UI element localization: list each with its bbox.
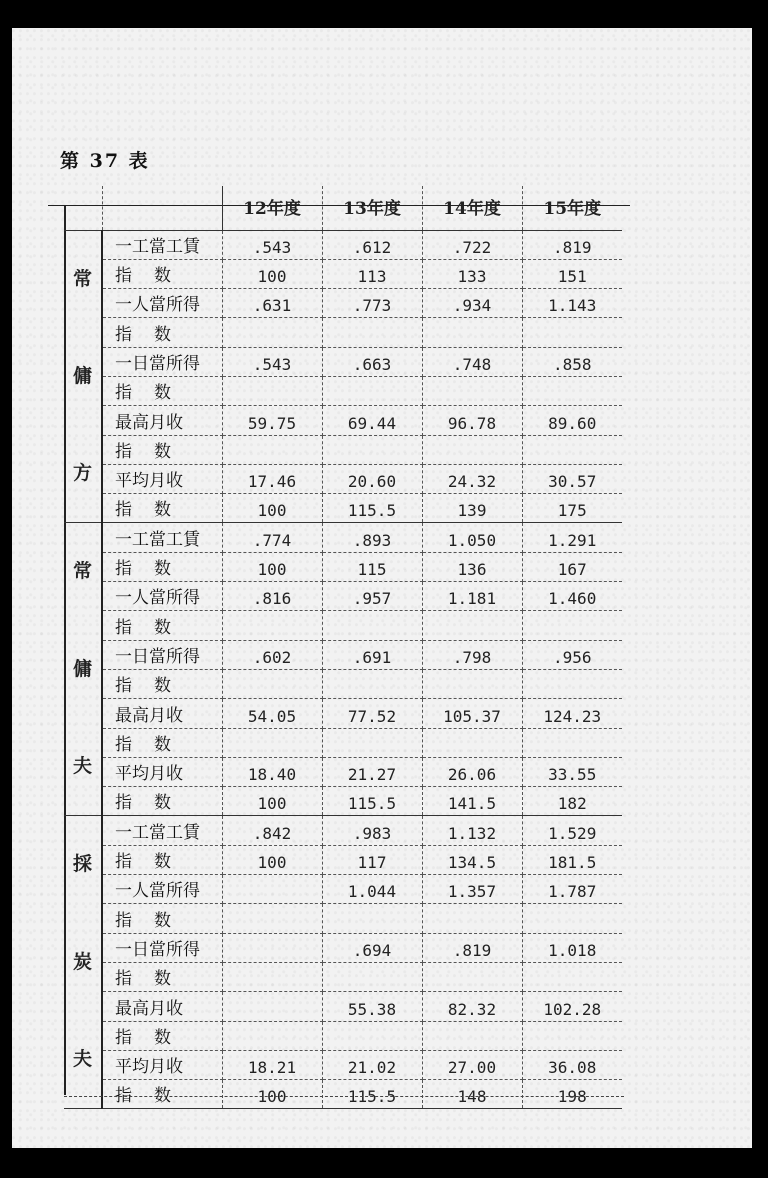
table-row <box>64 1050 622 1079</box>
header-blank-cell <box>102 186 222 230</box>
value-cell: 77.52 <box>322 699 422 728</box>
value-cell: 117 <box>322 845 422 874</box>
group-name-char: 採 <box>72 853 92 876</box>
value-cell: .543 <box>222 347 322 376</box>
group-name-char: 常 <box>72 560 92 583</box>
metric-row-label: 一日當所得 <box>102 933 222 962</box>
index-row-label: 指数 <box>102 1021 222 1050</box>
value-cell <box>222 728 322 757</box>
value-cell: .773 <box>322 289 422 318</box>
table-row <box>64 406 622 435</box>
value-cell: .748 <box>422 347 522 376</box>
value-cell <box>222 435 322 464</box>
value-cell <box>222 376 322 405</box>
value-cell: .957 <box>322 582 422 611</box>
metric-row-label: 一人當所得 <box>102 582 222 611</box>
value-cell: 26.06 <box>422 757 522 786</box>
value-cell <box>222 875 322 904</box>
value-cell: 167 <box>522 552 622 581</box>
column-header: 14年度 <box>422 186 522 230</box>
value-cell: .956 <box>522 640 622 669</box>
table-row <box>64 669 622 698</box>
value-cell <box>322 318 422 347</box>
index-row-label: 指数 <box>102 1080 222 1109</box>
metric-row-label: 平均月收 <box>102 464 222 493</box>
value-cell <box>422 904 522 933</box>
value-cell: .819 <box>422 933 522 962</box>
value-cell: .842 <box>222 816 322 845</box>
metric-row-label: 一工當工賃 <box>102 523 222 552</box>
table-row <box>64 1080 622 1109</box>
value-cell: 18.21 <box>222 1050 322 1079</box>
value-cell <box>522 669 622 698</box>
header-blank-cell <box>64 186 102 230</box>
value-cell: 69.44 <box>322 406 422 435</box>
metric-row-label: 平均月收 <box>102 757 222 786</box>
group-name-char: 傭 <box>72 657 92 680</box>
table-row <box>64 845 622 874</box>
index-row-label: 指数 <box>102 435 222 464</box>
value-cell <box>222 669 322 698</box>
table-row <box>64 230 622 259</box>
group-name-char: 夫 <box>72 1048 92 1071</box>
index-row-label: 指数 <box>102 318 222 347</box>
table-row <box>64 1021 622 1050</box>
value-cell: 1.044 <box>322 875 422 904</box>
value-cell <box>522 376 622 405</box>
value-cell: 124.23 <box>522 699 622 728</box>
value-cell <box>222 933 322 962</box>
table-row <box>64 552 622 581</box>
value-cell: 24.32 <box>422 464 522 493</box>
value-cell <box>422 669 522 698</box>
value-cell <box>322 728 422 757</box>
value-cell: 181.5 <box>522 845 622 874</box>
value-cell <box>422 318 522 347</box>
index-row-label: 指数 <box>102 787 222 816</box>
value-cell <box>322 435 422 464</box>
value-cell <box>522 728 622 757</box>
metric-row-label: 一日當所得 <box>102 347 222 376</box>
value-cell: 100 <box>222 1080 322 1109</box>
table-row <box>64 816 622 845</box>
value-cell: 105.37 <box>422 699 522 728</box>
table-row <box>64 435 622 464</box>
table-row <box>64 933 622 962</box>
value-cell: 102.28 <box>522 992 622 1021</box>
value-cell: 100 <box>222 259 322 288</box>
value-cell: 151 <box>522 259 622 288</box>
group-name-cell <box>64 523 102 816</box>
value-cell: 1.787 <box>522 875 622 904</box>
value-cell: 1.050 <box>422 523 522 552</box>
column-header: 12年度 <box>222 186 322 230</box>
table-row <box>64 582 622 611</box>
value-cell: 1.132 <box>422 816 522 845</box>
table-row <box>64 992 622 1021</box>
metric-row-label: 一人當所得 <box>102 875 222 904</box>
value-cell: 100 <box>222 845 322 874</box>
index-row-label: 指数 <box>102 494 222 523</box>
group-name-cell <box>64 816 102 1109</box>
value-cell: .774 <box>222 523 322 552</box>
table-row <box>64 787 622 816</box>
value-cell: 198 <box>522 1080 622 1109</box>
group-name-char: 傭 <box>72 364 92 387</box>
value-cell: 21.02 <box>322 1050 422 1079</box>
table-row <box>64 904 622 933</box>
value-cell: .893 <box>322 523 422 552</box>
index-row-label: 指数 <box>102 376 222 405</box>
value-cell <box>322 904 422 933</box>
value-cell: 136 <box>422 552 522 581</box>
table-row <box>64 347 622 376</box>
index-row-label: 指数 <box>102 962 222 991</box>
value-cell: .663 <box>322 347 422 376</box>
value-cell <box>322 611 422 640</box>
value-cell: 1.460 <box>522 582 622 611</box>
index-row-label: 指数 <box>102 611 222 640</box>
value-cell: 115.5 <box>322 787 422 816</box>
value-cell <box>522 962 622 991</box>
metric-row-label: 最高月收 <box>102 406 222 435</box>
value-cell: 59.75 <box>222 406 322 435</box>
value-cell <box>422 376 522 405</box>
group-name-cell <box>64 230 102 523</box>
value-cell: 36.08 <box>522 1050 622 1079</box>
value-cell: .602 <box>222 640 322 669</box>
group-name-char: 常 <box>72 267 92 290</box>
value-cell <box>522 611 622 640</box>
value-cell: 1.291 <box>522 523 622 552</box>
value-cell: 33.55 <box>522 757 622 786</box>
value-cell: .631 <box>222 289 322 318</box>
value-cell <box>222 904 322 933</box>
table-row <box>64 875 622 904</box>
value-cell: .694 <box>322 933 422 962</box>
value-cell <box>322 962 422 991</box>
index-row-label: 指数 <box>102 845 222 874</box>
value-cell: .858 <box>522 347 622 376</box>
value-cell: 182 <box>522 787 622 816</box>
value-cell <box>522 904 622 933</box>
table-row <box>64 640 622 669</box>
value-cell: 139 <box>422 494 522 523</box>
table-row <box>64 757 622 786</box>
table-row <box>64 318 622 347</box>
value-cell: 115 <box>322 552 422 581</box>
value-cell: 100 <box>222 787 322 816</box>
index-row-label: 指数 <box>102 552 222 581</box>
table-title: 第 37 表 <box>60 150 150 172</box>
value-cell: 20.60 <box>322 464 422 493</box>
value-cell <box>222 318 322 347</box>
value-cell: 115.5 <box>322 494 422 523</box>
column-header: 15年度 <box>522 186 622 230</box>
value-cell <box>222 992 322 1021</box>
value-cell: 27.00 <box>422 1050 522 1079</box>
value-cell: 96.78 <box>422 406 522 435</box>
value-cell <box>422 962 522 991</box>
value-cell: .816 <box>222 582 322 611</box>
metric-row-label: 最高月收 <box>102 992 222 1021</box>
value-cell: 113 <box>322 259 422 288</box>
header-row <box>64 186 622 230</box>
value-cell <box>422 728 522 757</box>
value-cell: .983 <box>322 816 422 845</box>
value-cell <box>222 1021 322 1050</box>
value-cell <box>322 376 422 405</box>
value-cell <box>322 1021 422 1050</box>
value-cell <box>222 962 322 991</box>
metric-row-label: 一工當工賃 <box>102 816 222 845</box>
table-bottom-rule <box>64 1096 624 1097</box>
table-row <box>64 728 622 757</box>
value-cell: 54.05 <box>222 699 322 728</box>
metric-row-label: 平均月收 <box>102 1050 222 1079</box>
value-cell: 133 <box>422 259 522 288</box>
value-cell: 17.46 <box>222 464 322 493</box>
statistics-table <box>64 186 622 1109</box>
value-cell: .612 <box>322 230 422 259</box>
table-row <box>64 699 622 728</box>
metric-row-label: 最高月收 <box>102 699 222 728</box>
metric-row-label: 一人當所得 <box>102 289 222 318</box>
value-cell <box>422 435 522 464</box>
value-cell: 1.357 <box>422 875 522 904</box>
value-cell: 55.38 <box>322 992 422 1021</box>
value-cell <box>522 435 622 464</box>
value-cell: 82.32 <box>422 992 522 1021</box>
value-cell: 1.018 <box>522 933 622 962</box>
group-name-char: 炭 <box>72 950 92 973</box>
value-cell: .819 <box>522 230 622 259</box>
value-cell: .934 <box>422 289 522 318</box>
value-cell: 1.529 <box>522 816 622 845</box>
value-cell: 30.57 <box>522 464 622 493</box>
value-cell: .722 <box>422 230 522 259</box>
table-row <box>64 494 622 523</box>
value-cell <box>522 1021 622 1050</box>
value-cell <box>422 1021 522 1050</box>
value-cell: 115.5 <box>322 1080 422 1109</box>
value-cell: 134.5 <box>422 845 522 874</box>
value-cell: 100 <box>222 494 322 523</box>
value-cell: 141.5 <box>422 787 522 816</box>
index-row-label: 指数 <box>102 904 222 933</box>
value-cell: 1.143 <box>522 289 622 318</box>
table-row <box>64 611 622 640</box>
value-cell: 1.181 <box>422 582 522 611</box>
table-row <box>64 464 622 493</box>
value-cell: 21.27 <box>322 757 422 786</box>
metric-row-label: 一工當工賃 <box>102 230 222 259</box>
value-cell: .543 <box>222 230 322 259</box>
value-cell: 18.40 <box>222 757 322 786</box>
index-row-label: 指数 <box>102 669 222 698</box>
table-row <box>64 289 622 318</box>
value-cell <box>222 611 322 640</box>
value-cell: .798 <box>422 640 522 669</box>
table-row <box>64 962 622 991</box>
metric-row-label: 一日當所得 <box>102 640 222 669</box>
value-cell <box>322 669 422 698</box>
value-cell: 89.60 <box>522 406 622 435</box>
value-cell <box>522 318 622 347</box>
table-row <box>64 259 622 288</box>
value-cell: 148 <box>422 1080 522 1109</box>
index-row-label: 指数 <box>102 728 222 757</box>
value-cell: .691 <box>322 640 422 669</box>
column-header: 13年度 <box>322 186 422 230</box>
value-cell: 175 <box>522 494 622 523</box>
group-name-char: 方 <box>72 462 92 485</box>
index-row-label: 指数 <box>102 259 222 288</box>
value-cell: 100 <box>222 552 322 581</box>
group-name-char: 夫 <box>72 755 92 778</box>
table-row <box>64 523 622 552</box>
value-cell <box>422 611 522 640</box>
table-row <box>64 376 622 405</box>
